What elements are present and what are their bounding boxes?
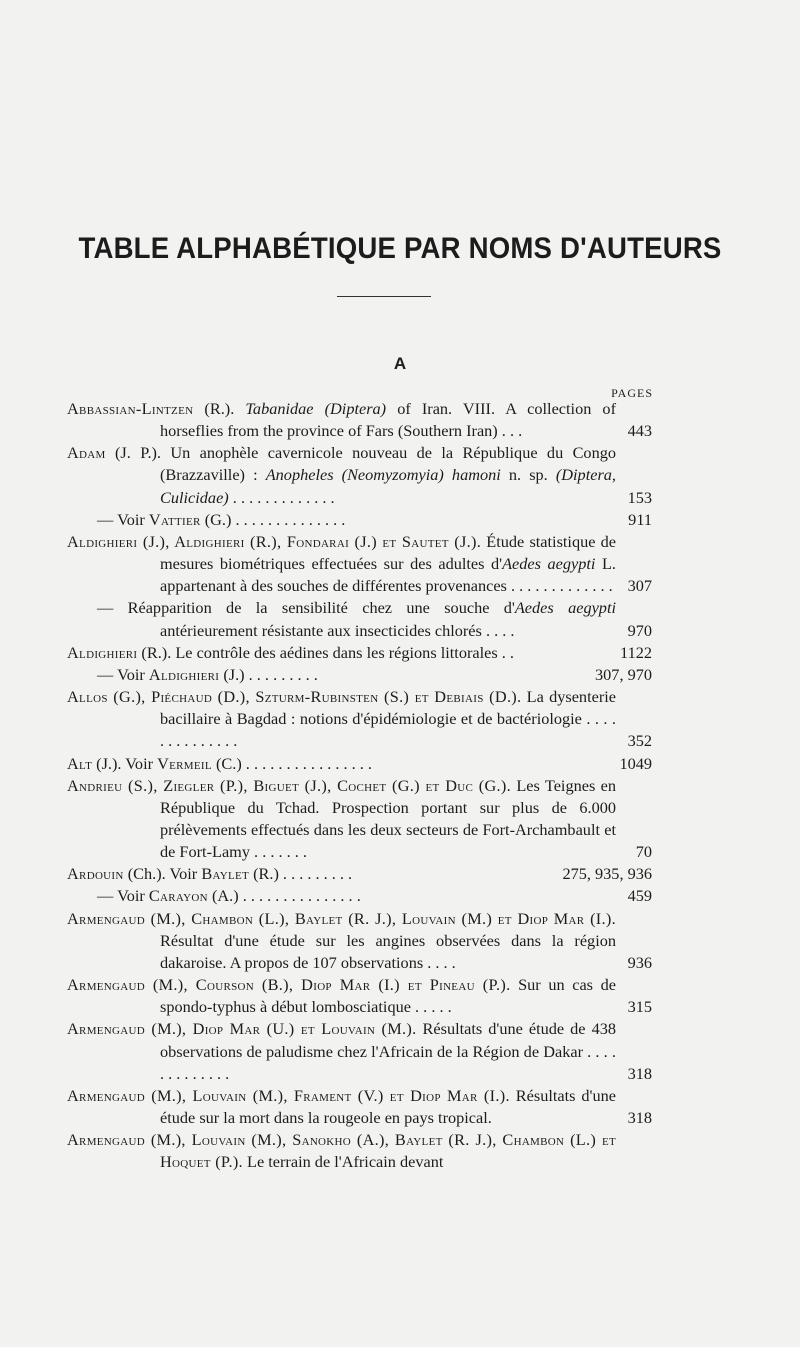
dash-marker: —	[97, 664, 114, 684]
entry-initials: (J.).	[92, 753, 126, 773]
page-number: 936	[627, 952, 652, 972]
entry-description-continued: L. appartenant à des souches de différentes provenances	[160, 554, 616, 596]
entry-authors: Alt	[67, 753, 93, 773]
entry-authors: Aldighieri	[67, 642, 138, 662]
index-entry	[67, 775, 652, 864]
leader-dots: . . . . . . . . .	[278, 864, 353, 884]
cross-reference: Carayon	[148, 886, 208, 906]
entry-authors: Andrieu (S.), Ziegler (P.), Biguet (J.), Cochet (G.) et Duc (G.).	[67, 775, 512, 795]
entry-text	[67, 531, 652, 597]
entry-description: Résultats d'une étude sur la mort dans la rougeole en pays tropical	[160, 1085, 616, 1127]
entry-description: of Iran. VIII. A collection of horseflies from the province of Fars (Southern Iran)	[160, 399, 616, 441]
index-subentry	[67, 885, 652, 907]
index-entry	[67, 1129, 652, 1173]
index-entry	[67, 398, 652, 442]
page-number: 307, 970	[595, 664, 652, 684]
cross-reference-initials: (C.)	[211, 753, 242, 773]
page-number: 443	[627, 421, 652, 441]
leader-dots: . . . .	[423, 952, 456, 972]
cross-reference-initials: (G.)	[200, 509, 232, 529]
entry-text	[67, 597, 652, 641]
entry-italic-taxon: (Diptera, Culicidae)	[160, 465, 616, 507]
page-number: 459	[627, 886, 652, 906]
cross-reference-initials: (R.)	[249, 864, 279, 884]
page-number: 315	[627, 997, 652, 1017]
entry-authors: Armengaud (M.), Louvain (M.), Sanokho (A.), Baylet (R. J.), Chambon (L.) et Hoquet (P.).	[67, 1130, 616, 1172]
index-entry	[67, 531, 652, 597]
index-entry	[67, 1085, 652, 1129]
index-subentry	[67, 509, 652, 531]
page-number: 70	[635, 842, 652, 862]
entry-description: Sur un cas de spondo-typhus à début lombosciatique	[160, 975, 616, 1017]
cross-reference: Aldighieri	[148, 664, 220, 684]
entry-description: Résultats d'une étude de 438 observations de paludisme chez l'Africain de la Région de Dakar	[160, 1019, 616, 1061]
pages-column-header: PAGES	[611, 386, 653, 400]
entry-authors: Adam	[67, 443, 106, 463]
leader-dots: . . . . . . .	[249, 842, 307, 862]
entry-description: Le terrain de l'Africain devant	[242, 1152, 444, 1172]
entry-description-continued: antérieurement résistante aux insecticides chlorés	[160, 620, 482, 640]
cross-reference: Vermeil	[157, 753, 212, 773]
entry-text	[67, 753, 652, 775]
entry-initials: (R.).	[137, 642, 176, 662]
page-number: 153	[627, 487, 652, 507]
entry-description: Étude statistique de mesures biométriques effectuées sur des adultes d'	[160, 531, 617, 574]
page-number: 318	[627, 1108, 652, 1127]
leader-dots: . . . . . . . . . . . . .	[506, 576, 613, 596]
leader-dots: . . . . .	[410, 997, 452, 1017]
index-entry	[67, 908, 652, 974]
leader-dots: . . . . . . . . .	[244, 664, 318, 684]
entry-description: Voir	[117, 886, 149, 906]
index-entry	[67, 1018, 652, 1084]
dash-marker: —	[97, 509, 114, 529]
entry-text	[67, 686, 652, 752]
leader-dots: . . . .	[481, 620, 515, 640]
entry-italic-title: Anopheles (Neomyzomyia) hamoni	[265, 465, 501, 485]
entry-authors: Armengaud (M.), Diop Mar (U.) et Louvain (M.).	[67, 1019, 417, 1039]
page-number: 970	[627, 620, 652, 640]
index-subentry	[67, 664, 652, 686]
cross-reference-initials: (A.)	[207, 886, 239, 906]
entry-italic-title: Tabanidae (Diptera)	[245, 399, 387, 418]
entry-initials: (J. P.).	[105, 443, 171, 463]
entry-text	[67, 398, 652, 442]
leader-dots: . . . . . . . . . . . . .	[228, 487, 335, 507]
entry-description: Résultat d'une étude sur les angines observées dans la région dakaroise. A propos de 107 observations	[160, 930, 616, 972]
index-subentry	[67, 597, 652, 641]
entry-description: Les Teignes en République du Tchad. Prospection portant sur plus de 6.000 prélèvements effectués dans les deux secteurs de Fort-Archambault et de Fort-Lamy	[160, 775, 616, 862]
entry-text	[67, 775, 652, 864]
entry-description: Voir	[169, 864, 202, 884]
entry-italic-title: Aedes aegypti	[514, 598, 616, 618]
index-entry	[67, 974, 652, 1018]
section-letter: A	[393, 354, 407, 373]
page-number: 318	[627, 1063, 652, 1083]
entry-description: Réapparition de la sensibilité chez une souche d'	[127, 598, 515, 618]
leader-dots: . . . . . . . . . . . . .	[160, 1041, 616, 1083]
entry-initials: (R.).	[193, 399, 246, 418]
page-number: 352	[627, 731, 652, 751]
entry-description: La dysenterie bacillaire à Bagdad : notions d'épidémiologie et de bactériologie	[160, 687, 616, 729]
entry-text	[67, 974, 652, 1018]
entry-initials: (Ch.).	[123, 864, 170, 884]
entry-description: Voir	[125, 753, 158, 773]
entry-authors: Armengaud (M.), Louvain (M.), Frament (V.) et Diop Mar (I.).	[67, 1085, 510, 1105]
entry-text	[67, 1018, 652, 1084]
page-number: 911	[628, 509, 652, 529]
entry-authors: Aldighieri (J.), Aldighieri (R.), Fondarai (J.) et Sautet (J.).	[67, 531, 482, 551]
page-number: 1049	[619, 753, 652, 773]
leader-dots: . . . . . . . . . . . . . . .	[238, 886, 361, 906]
index-entry	[67, 753, 652, 775]
index-entry	[67, 686, 652, 752]
cross-reference-initials: (J.)	[219, 664, 245, 684]
entry-description-continued: n. sp.	[500, 465, 556, 485]
entry-description: Voir	[117, 509, 149, 529]
entry-text	[67, 908, 652, 974]
entry-description: Un anophèle cavernicole nouveau de la République du Congo (Brazzaville) :	[160, 443, 616, 485]
entry-authors: Armengaud (M.), Courson (B.), Diop Mar (I.) et Pineau (P.).	[67, 975, 511, 995]
entry-text	[67, 442, 652, 508]
leader-dots: . . . . . . . . . . . . . . . .	[241, 753, 372, 773]
entry-text	[67, 509, 652, 531]
author-index-list	[67, 398, 652, 1173]
dash-marker: —	[97, 598, 114, 618]
cross-reference: Vattier	[148, 509, 201, 529]
index-entry	[67, 442, 652, 508]
leader-dots: .	[487, 1108, 492, 1127]
leader-dots: . . . . . . . . . . . . . .	[231, 509, 346, 529]
dash-marker: —	[97, 886, 114, 906]
cross-reference: Baylet	[201, 864, 250, 884]
entry-authors: Abbassian-Lintzen	[67, 399, 194, 418]
page-number: 275, 935, 936	[562, 864, 652, 884]
entry-authors: Allos (G.), Piéchaud (D.), Szturm-Rubinsten (S.) et Debiais (D.).	[67, 687, 522, 707]
page-title: TABLE ALPHABÉTIQUE PAR NOMS D'AUTEURS	[78, 232, 722, 265]
entry-italic-title: Aedes aegypti	[502, 554, 596, 574]
index-entry	[67, 642, 652, 664]
entry-text	[67, 642, 652, 664]
entry-text	[67, 1085, 652, 1129]
entry-text	[67, 664, 652, 686]
leader-dots: . . .	[497, 421, 523, 441]
leader-dots: . . . . . . . . . . . . . .	[160, 709, 617, 751]
entry-text	[67, 1129, 652, 1173]
entry-text	[67, 885, 652, 907]
entry-authors: Ardouin	[67, 864, 124, 884]
leader-dots: . .	[497, 642, 514, 662]
entry-description: Voir	[117, 664, 149, 684]
page-number: 307	[627, 576, 652, 596]
page-number: 1122	[620, 642, 652, 662]
index-entry	[67, 863, 652, 885]
title-divider	[337, 296, 431, 297]
entry-authors: Armengaud (M.), Chambon (L.), Baylet (R. J.), Louvain (M.) et Diop Mar (I.).	[67, 908, 616, 928]
entry-description: Le contrôle des aédines dans les régions littorales	[175, 642, 498, 662]
